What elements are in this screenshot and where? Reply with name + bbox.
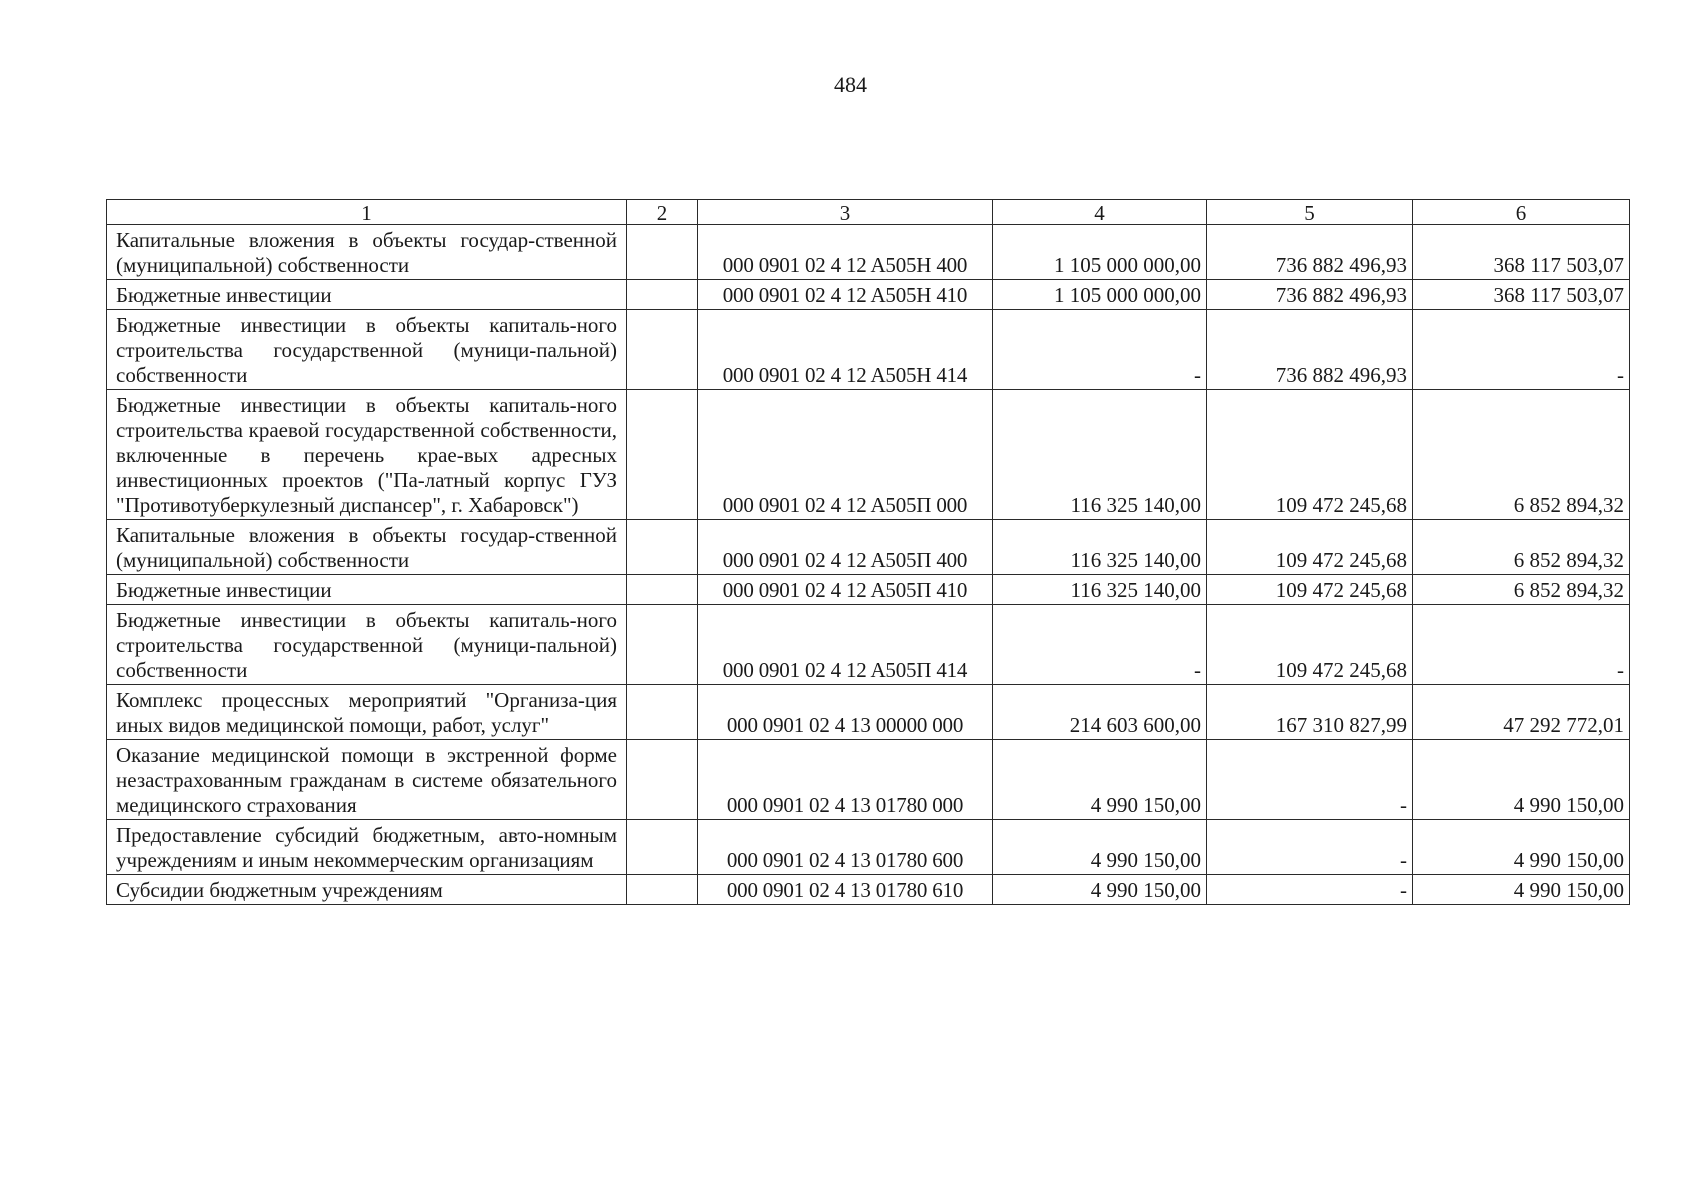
row-value-col4: - bbox=[993, 605, 1207, 685]
row-value-col5: - bbox=[1207, 875, 1413, 905]
row-code: 000 0901 02 4 12 A505H 400 bbox=[698, 225, 993, 280]
row-value-col5: 109 472 245,68 bbox=[1207, 575, 1413, 605]
row-code: 000 0901 02 4 13 01780 600 bbox=[698, 820, 993, 875]
table-row bbox=[107, 685, 1630, 740]
row-code: 000 0901 02 4 13 01780 610 bbox=[698, 875, 993, 905]
column-header: 6 bbox=[1413, 200, 1630, 225]
row-value-col4: - bbox=[993, 310, 1207, 390]
column-header: 4 bbox=[993, 200, 1207, 225]
row-col2 bbox=[627, 225, 698, 280]
row-value-col4: 4 990 150,00 bbox=[993, 740, 1207, 820]
row-code: 000 0901 02 4 13 00000 000 bbox=[698, 685, 993, 740]
row-value-col4: 4 990 150,00 bbox=[993, 820, 1207, 875]
row-description: Капитальные вложения в объекты государ-ственной (муниципальной) собственности bbox=[107, 520, 627, 575]
row-value-col5: - bbox=[1207, 820, 1413, 875]
row-value-col5: - bbox=[1207, 740, 1413, 820]
row-description: Бюджетные инвестиции bbox=[107, 280, 627, 310]
table-row bbox=[107, 390, 1630, 520]
row-col2 bbox=[627, 575, 698, 605]
column-header: 3 bbox=[698, 200, 993, 225]
row-description: Бюджетные инвестиции в объекты капиталь-ного строительства государственной (муници-пальной) собственности bbox=[107, 310, 627, 390]
row-description: Предоставление субсидий бюджетным, авто-номным учреждениям и иным некоммерческим организациям bbox=[107, 820, 627, 875]
row-value-col6: 6 852 894,32 bbox=[1413, 520, 1630, 575]
row-value-col6: - bbox=[1413, 310, 1630, 390]
row-col2 bbox=[627, 685, 698, 740]
row-code: 000 0901 02 4 12 A505П 000 bbox=[698, 390, 993, 520]
row-value-col6: 6 852 894,32 bbox=[1413, 390, 1630, 520]
row-value-col4: 116 325 140,00 bbox=[993, 520, 1207, 575]
row-value-col5: 736 882 496,93 bbox=[1207, 225, 1413, 280]
row-value-col6: - bbox=[1413, 605, 1630, 685]
row-value-col6: 368 117 503,07 bbox=[1413, 225, 1630, 280]
row-description: Субсидии бюджетным учреждениям bbox=[107, 875, 627, 905]
row-value-col6: 368 117 503,07 bbox=[1413, 280, 1630, 310]
row-value-col6: 47 292 772,01 bbox=[1413, 685, 1630, 740]
row-value-col6: 4 990 150,00 bbox=[1413, 875, 1630, 905]
row-value-col5: 167 310 827,99 bbox=[1207, 685, 1413, 740]
table-row bbox=[107, 575, 1630, 605]
row-value-col4: 214 603 600,00 bbox=[993, 685, 1207, 740]
table-header-row bbox=[107, 200, 1630, 225]
table-row bbox=[107, 740, 1630, 820]
table-row bbox=[107, 605, 1630, 685]
row-value-col5: 109 472 245,68 bbox=[1207, 520, 1413, 575]
row-value-col5: 109 472 245,68 bbox=[1207, 390, 1413, 520]
row-description: Комплекс процессных мероприятий "Организа-ция иных видов медицинской помощи, работ, услуг" bbox=[107, 685, 627, 740]
page-number: 484 bbox=[834, 72, 867, 97]
row-value-col6: 4 990 150,00 bbox=[1413, 740, 1630, 820]
table-row bbox=[107, 875, 1630, 905]
table-row bbox=[107, 280, 1630, 310]
row-description: Капитальные вложения в объекты государ-ственной (муниципальной) собственности bbox=[107, 225, 627, 280]
column-header: 1 bbox=[107, 200, 627, 225]
table-row bbox=[107, 520, 1630, 575]
row-col2 bbox=[627, 390, 698, 520]
row-col2 bbox=[627, 605, 698, 685]
row-value-col5: 736 882 496,93 bbox=[1207, 310, 1413, 390]
row-description: Бюджетные инвестиции в объекты капиталь-ного строительства государственной (муници-пальной) собственности bbox=[107, 605, 627, 685]
row-value-col4: 1 105 000 000,00 bbox=[993, 280, 1207, 310]
row-value-col5: 109 472 245,68 bbox=[1207, 605, 1413, 685]
row-code: 000 0901 02 4 12 A505П 414 bbox=[698, 605, 993, 685]
row-value-col5: 736 882 496,93 bbox=[1207, 280, 1413, 310]
row-code: 000 0901 02 4 12 A505П 410 bbox=[698, 575, 993, 605]
row-value-col4: 4 990 150,00 bbox=[993, 875, 1207, 905]
column-header: 5 bbox=[1207, 200, 1413, 225]
budget-table bbox=[106, 199, 1630, 905]
row-value-col4: 116 325 140,00 bbox=[993, 575, 1207, 605]
row-code: 000 0901 02 4 12 A505П 400 bbox=[698, 520, 993, 575]
row-col2 bbox=[627, 875, 698, 905]
row-code: 000 0901 02 4 13 01780 000 bbox=[698, 740, 993, 820]
row-col2 bbox=[627, 740, 698, 820]
row-value-col4: 1 105 000 000,00 bbox=[993, 225, 1207, 280]
table-row bbox=[107, 820, 1630, 875]
row-col2 bbox=[627, 280, 698, 310]
row-value-col6: 4 990 150,00 bbox=[1413, 820, 1630, 875]
row-value-col4: 116 325 140,00 bbox=[993, 390, 1207, 520]
row-code: 000 0901 02 4 12 A505H 414 bbox=[698, 310, 993, 390]
row-description: Оказание медицинской помощи в экстренной форме незастрахованным гражданам в системе обязательного медицинского страхования bbox=[107, 740, 627, 820]
row-description: Бюджетные инвестиции в объекты капиталь-ного строительства краевой государственной собственности, включенные в перечень крае-вых адресных инвестиционных проектов ("Па-латный корпус ГУЗ "Противотуберкулезный диспансер", г. Хабаровск") bbox=[107, 390, 627, 520]
column-header: 2 bbox=[627, 200, 698, 225]
table-row bbox=[107, 310, 1630, 390]
row-col2 bbox=[627, 520, 698, 575]
row-value-col6: 6 852 894,32 bbox=[1413, 575, 1630, 605]
row-col2 bbox=[627, 820, 698, 875]
table-row bbox=[107, 225, 1630, 280]
row-code: 000 0901 02 4 12 A505H 410 bbox=[698, 280, 993, 310]
row-description: Бюджетные инвестиции bbox=[107, 575, 627, 605]
row-col2 bbox=[627, 310, 698, 390]
